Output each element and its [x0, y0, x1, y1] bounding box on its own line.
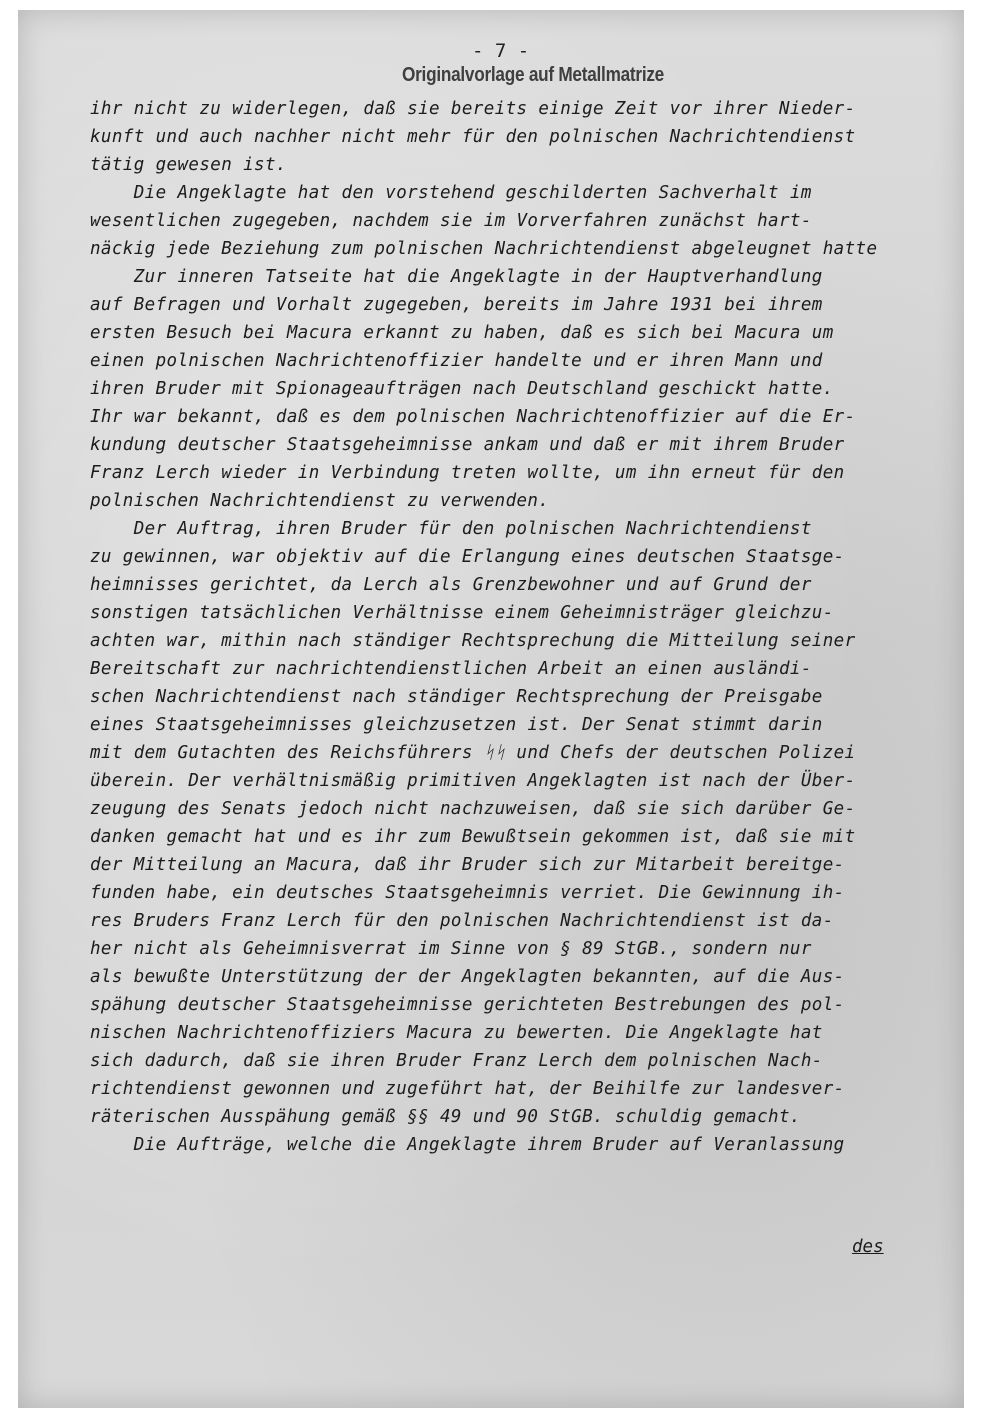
text-line: auf Befragen und Vorhalt zugegeben, bereits im Jahre 1931 bei ihrem: [90, 295, 823, 315]
text-line: achten war, mithin nach ständiger Rechtsprechung die Mitteilung seiner: [90, 631, 856, 651]
text-line: eines Staatsgeheimnisses gleichzusetzen ist. Der Senat stimmt darin: [90, 715, 823, 735]
text-line: ihren Bruder mit Spionageaufträgen nach Deutschland geschickt hatte.: [90, 379, 834, 399]
text-line: nischen Nachrichtenoffiziers Macura zu bewerten. Die Angeklagte hat: [90, 1023, 823, 1043]
text-line: schen Nachrichtendienst nach ständiger Rechtsprechung der Preisgabe: [90, 687, 823, 707]
text-line: der Mitteilung an Macura, daß ihr Bruder sich zur Mitarbeit bereitge-: [90, 855, 845, 875]
text-line: heimnisses gerichtet, da Lerch als Grenzbewohner und auf Grund der: [90, 575, 812, 595]
text-line: zeugung des Senats jedoch nicht nachzuweisen, daß sie sich darüber Ge-: [90, 799, 856, 819]
text-line: sich dadurch, daß sie ihren Bruder Franz Lerch dem polnischen Nach-: [90, 1051, 823, 1071]
text-line: ihr nicht zu widerlegen, daß sie bereits einige Zeit vor ihrer Nieder-: [90, 99, 856, 119]
text-line: tätig gewesen ist.: [90, 155, 287, 175]
text-line: Bereitschaft zur nachrichtendienstlichen Arbeit an einen ausländi-: [90, 659, 812, 679]
matrix-stamp: Originalvorlage auf Metallmatrize: [402, 64, 664, 86]
text-line: näckig jede Beziehung zum polnischen Nachrichtendienst abgeleugnet hatte: [90, 239, 878, 259]
text-line: Die Aufträge, welche die Angeklagte ihrem Bruder auf Veranlassung: [90, 1135, 845, 1155]
text-line: räterischen Ausspähung gemäß §§ 49 und 90 StGB. schuldig gemacht.: [90, 1107, 801, 1127]
text-line: als bewußte Unterstützung der der Angeklagten bekannten, auf die Aus-: [90, 967, 845, 987]
page-number: - 7 -: [472, 40, 530, 62]
text-line: res Bruders Franz Lerch für den polnischen Nachrichtendienst ist da-: [90, 911, 834, 931]
text-line: danken gemacht hat und es ihr zum Bewußtsein gekommen ist, daß sie mit: [90, 827, 856, 847]
text-line: kundung deutscher Staatsgeheimnisse ankam und daß er mit ihrem Bruder: [90, 435, 845, 455]
text-line: kunft und auch nachher nicht mehr für den polnischen Nachrichtendienst: [90, 127, 856, 147]
text-line: polnischen Nachrichtendienst zu verwenden.: [90, 491, 550, 511]
text-line: zu gewinnen, war objektiv auf die Erlangung eines deutschen Staatsge-: [90, 547, 845, 567]
text-line: einen polnischen Nachrichtenoffizier handelte und er ihren Mann und: [90, 351, 823, 371]
text-line: Zur inneren Tatseite hat die Angeklagte in der Hauptverhandlung: [90, 267, 823, 287]
text-line: mit dem Gutachten des Reichsführers ᛋᛋ und Chefs der deutschen Polizei: [90, 743, 856, 763]
text-line: richtendienst gewonnen und zugeführt hat, der Beihilfe zur landesver-: [90, 1079, 845, 1099]
text-line: Der Auftrag, ihren Bruder für den polnischen Nachrichtendienst: [90, 519, 812, 539]
text-line: überein. Der verhältnismäßig primitiven Angeklagten ist nach der Über-: [90, 771, 856, 791]
catchword: des: [852, 1237, 884, 1257]
text-line: ersten Besuch bei Macura erkannt zu haben, daß es sich bei Macura um: [90, 323, 834, 343]
text-line: Ihr war bekannt, daß es dem polnischen Nachrichtenoffizier auf die Er-: [90, 407, 856, 427]
text-line: funden habe, ein deutsches Staatsgeheimnis verriet. Die Gewinnung ih-: [90, 883, 845, 903]
text-line: sonstigen tatsächlichen Verhältnisse einem Geheimnisträger gleichzu-: [90, 603, 834, 623]
document-page: [18, 10, 964, 1408]
text-line: Die Angeklagte hat den vorstehend geschilderten Sachverhalt im: [90, 183, 812, 203]
text-line: Franz Lerch wieder in Verbindung treten wollte, um ihn erneut für den: [90, 463, 845, 483]
text-line: her nicht als Geheimnisverrat im Sinne von § 89 StGB., sondern nur: [90, 939, 812, 959]
text-line: wesentlichen zugegeben, nachdem sie im Vorverfahren zunächst hart-: [90, 211, 812, 231]
text-line: spähung deutscher Staatsgeheimnisse gerichteten Bestrebungen des pol-: [90, 995, 845, 1015]
